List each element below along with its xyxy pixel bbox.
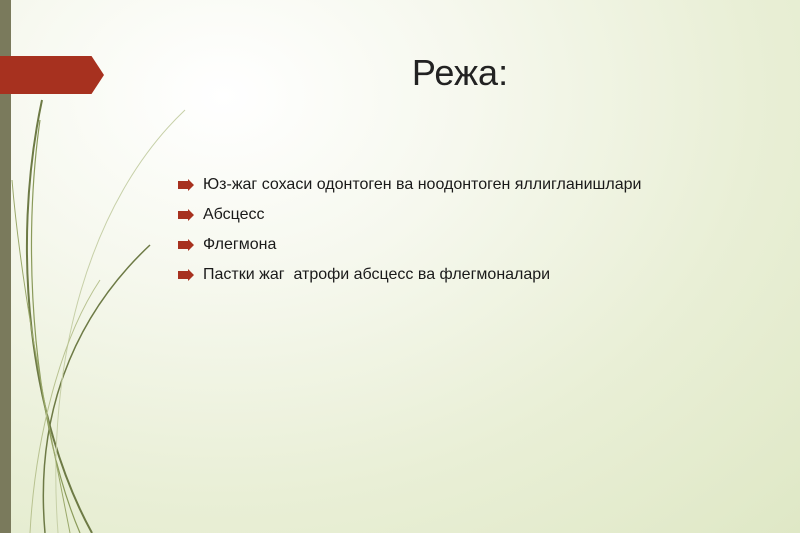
list-item xyxy=(178,170,641,200)
slide-title: Режа: xyxy=(411,52,509,93)
bullet-text: Флегмона xyxy=(203,236,277,253)
bullet-text: Пастки жаг атрофи абсцесс ва флегмоналари xyxy=(203,266,551,283)
bullet-text: Юз-жаг сохаси одонтоген ва ноодонтоген яллигланишлари xyxy=(203,176,642,193)
arrow-bullet-icon xyxy=(178,209,196,221)
arrow-bullet-icon xyxy=(178,179,196,191)
bullet-list xyxy=(178,170,641,290)
title-accent-arrow xyxy=(0,56,104,94)
list-item xyxy=(178,260,641,290)
list-item xyxy=(178,200,641,230)
arrow-bullet-icon xyxy=(178,239,196,251)
arrow-bullet-icon xyxy=(178,269,196,281)
list-item xyxy=(178,230,641,260)
bullet-text: Абсцесс xyxy=(203,206,265,223)
